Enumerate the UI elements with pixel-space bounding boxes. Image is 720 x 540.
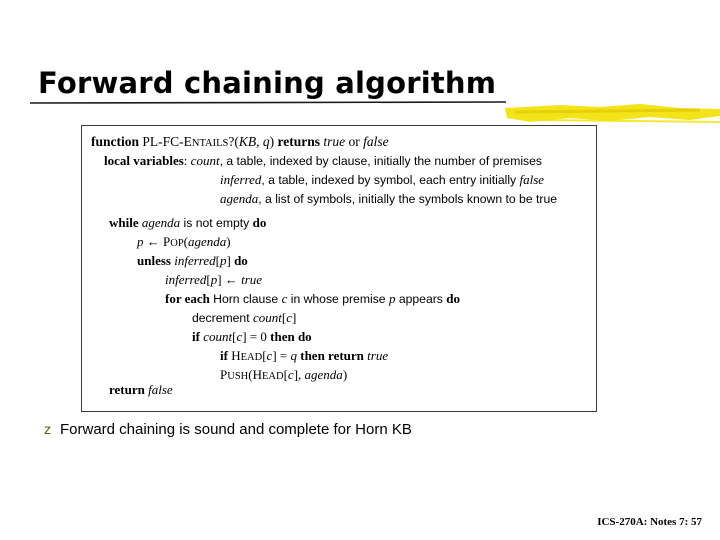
bullet-item — [44, 421, 412, 438]
bullet-text: Forward chaining is sound and complete for Horn KB — [60, 421, 412, 438]
algo-line-if-head: if HEAD[c] = q then return true — [220, 348, 389, 363]
algo-line-while: while agenda is not empty do — [109, 215, 267, 230]
algo-line-if-count: if count[c] = 0 then do — [192, 329, 312, 344]
slide-title: Forward chaining algorithm — [38, 66, 497, 100]
algo-line-unless: unless inferred[p] do — [137, 253, 248, 268]
algo-line-function: function PL-FC-ENTAILS?(KB, q) returns true or false — [91, 134, 389, 149]
slide-footer: ICS-270A: Notes 7: 57 — [597, 516, 702, 528]
algo-line-agenda: agenda, a list of symbols, initially the symbols known to be true — [220, 191, 557, 206]
algo-line-inferred-true: inferred[p] ← true — [165, 272, 263, 287]
algo-line-push: PUSH(HEAD[c], agenda) — [220, 367, 348, 382]
algorithm-box — [81, 125, 597, 412]
algo-line-local-variables: local variables: count, a table, indexed by clause, initially the number of premises — [104, 153, 543, 168]
algo-line-inferred: inferred, a table, indexed by symbol, each entry initially false — [220, 172, 545, 187]
algo-line-decrement: decrement count[c] — [192, 310, 297, 325]
algo-line-for-each: for each Horn clause c in whose premise p appears do — [165, 291, 461, 306]
z-bullet-icon: z — [44, 423, 51, 438]
algo-line-pop: p ← POP(agenda) — [137, 234, 231, 249]
algo-line-return-false: return false — [109, 382, 173, 397]
